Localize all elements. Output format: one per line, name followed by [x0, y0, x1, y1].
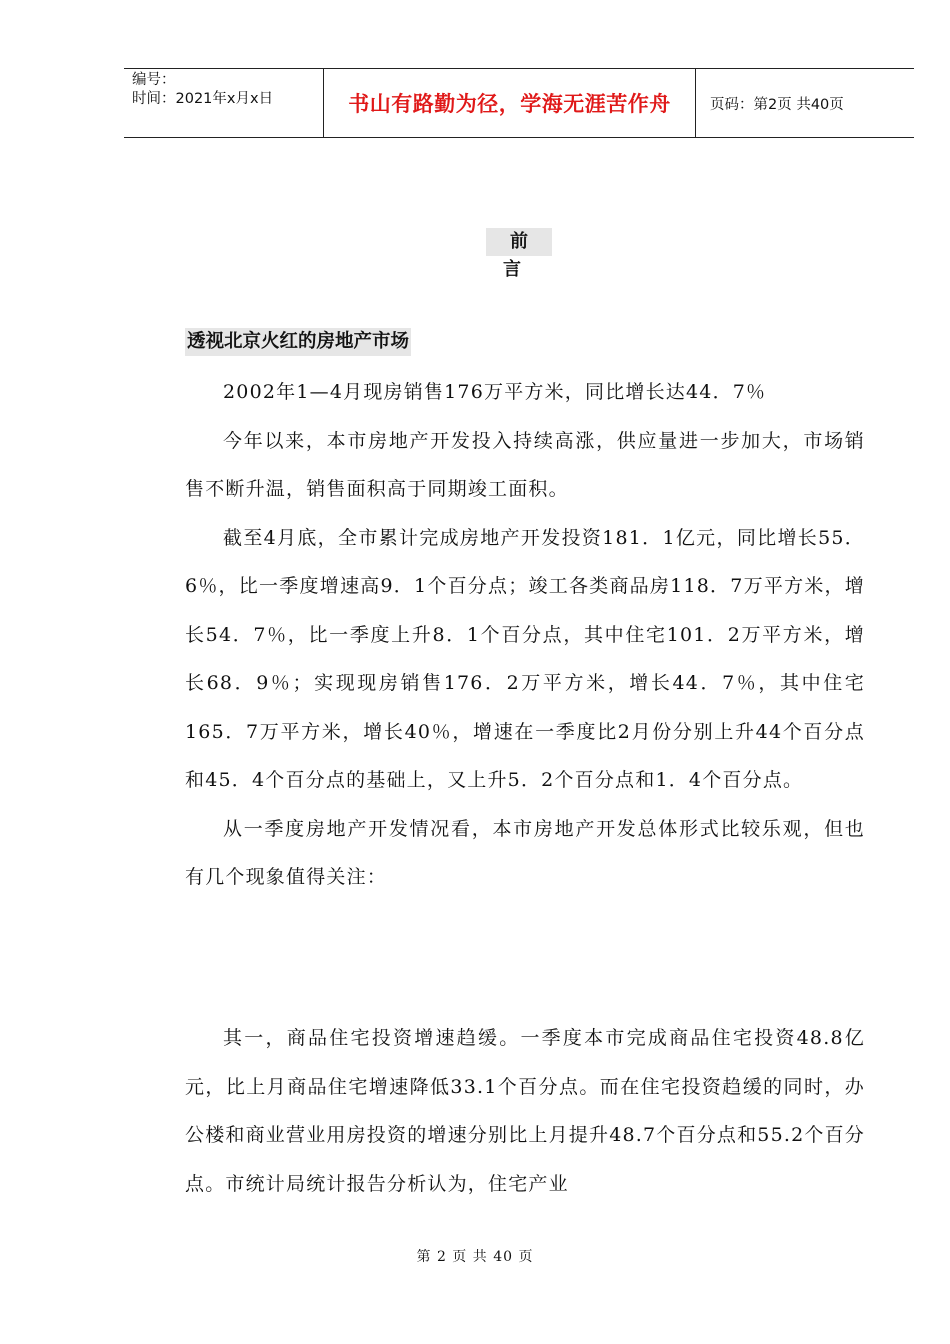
- section-heading: 透视北京火红的房地产市场: [185, 328, 411, 356]
- page-header: [124, 68, 914, 138]
- body-text-block-1: [185, 368, 865, 902]
- paragraph: 从一季度房地产开发情况看，本市房地产开发总体形式比较乐观，但也有几个现象值得关注：: [185, 817, 865, 888]
- header-meta: [124, 69, 324, 137]
- paragraph: 截至4月底，全市累计完成房地产开发投资181．1亿元，同比增长55．6％，比一季度增速高9．1个百分点；竣工各类商品房118．7万平方米，增长54．7％，比一季度上升8．1个百分点，其中住宅101．2万平方米，增长68．9％；实现现房销售176．2万平方米，增长44．7％，其中住宅165．7万平方米，增长40％，增速在一季度比2月份分别上升44个百分点和45．4个百分点的基础上，又上升5．2个百分点和1．4个百分点。: [185, 526, 865, 791]
- body-text-block-2: [185, 1014, 865, 1208]
- paragraph: 2002年1—4月现房销售176万平方米，同比增长达44．7％: [223, 381, 767, 403]
- header-page-info: 页码：第2页 共40页: [710, 96, 844, 113]
- paragraph: 今年以来，本市房地产开发投入持续高涨，供应量进一步加大，市场销售不断升温，销售面积高于同期竣工面积。: [185, 429, 865, 500]
- date-label: 时间：2021年x月x日: [132, 91, 274, 107]
- header-motto-cell: [324, 69, 696, 137]
- motto-text: 书山有路勤为径，学海无涯苦作舟: [348, 92, 671, 116]
- paragraph: 其一，商品住宅投资增速趋缓。一季度本市完成商品住宅投资48.8亿元，比上月商品住宅增速降低33.1个百分点。而在住宅投资趋缓的同时，办公楼和商业营业用房投资的增速分别比上月提升48.7个百分点和55.2个百分点。市统计局统计报告分析认为，住宅产业: [185, 1027, 866, 1195]
- page-footer: 第 2 页 共 40 页: [416, 1249, 534, 1265]
- document-title: 前言: [486, 228, 552, 256]
- code-label: 编号：: [132, 72, 176, 88]
